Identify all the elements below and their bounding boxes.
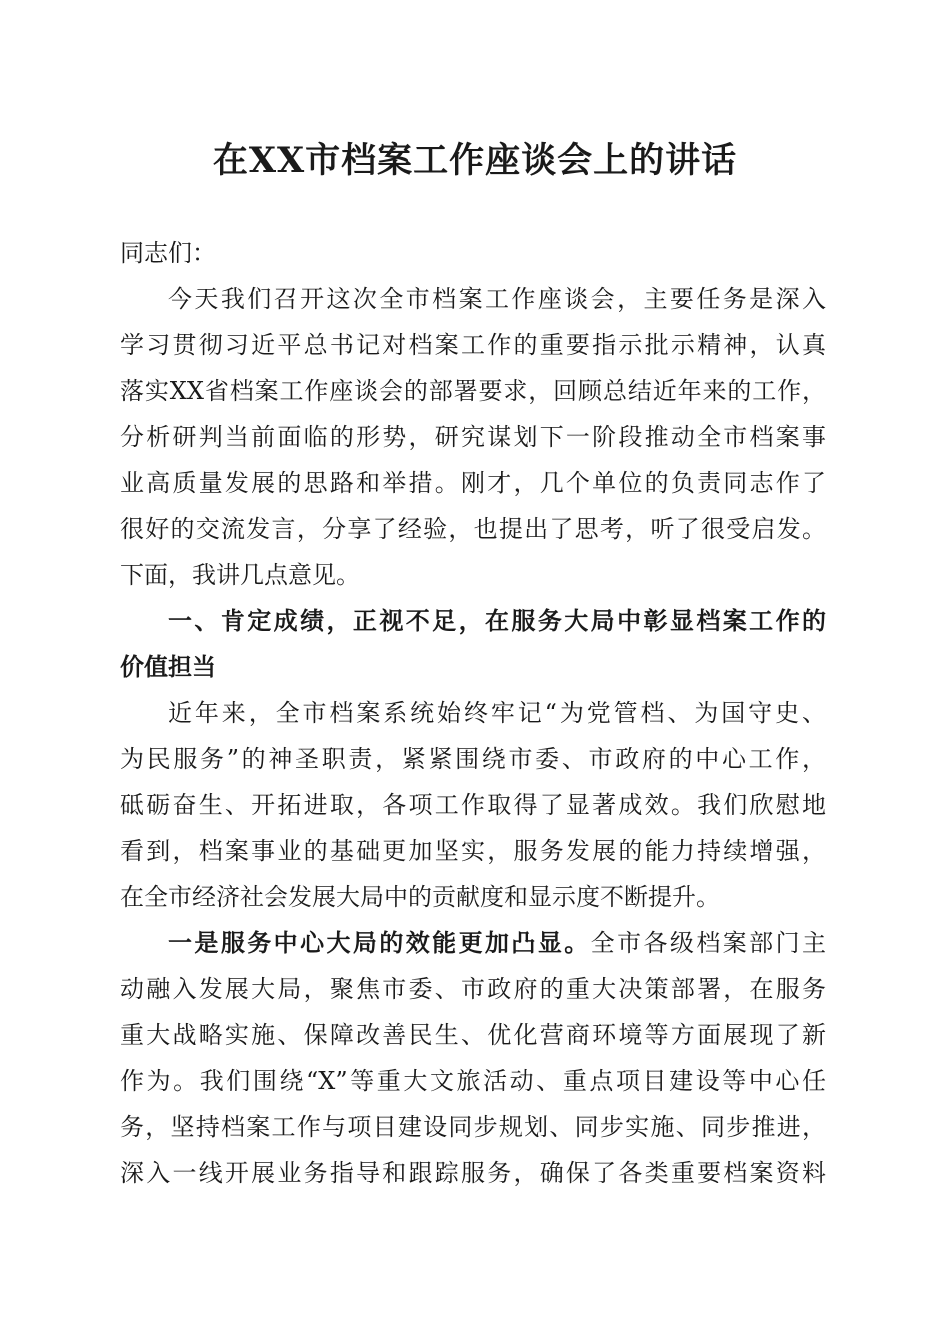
paragraph-line: 落实XX省档案工作座谈会的部署要求，回顾总结近年来的工作，	[120, 377, 826, 405]
section-heading: 一、肯定成绩，正视不足，在服务大局中彰显档案工作的	[168, 607, 826, 635]
paragraph-line: 为民服务”的神圣职责，紧紧围绕市委、市政府的中心工作，	[120, 745, 826, 773]
paragraph-line: 看到，档案事业的基础更加坚实，服务发展的能力持续增强，	[120, 837, 826, 865]
paragraph-line: 近年来，全市档案系统始终牢记“为党管档、为国守史、	[168, 699, 826, 727]
salutation: 同志们：	[120, 239, 216, 267]
paragraph-line: 动融入发展大局，聚焦市委、市政府的重大决策部署，在服务	[120, 975, 826, 1003]
paragraph-line: 业高质量发展的思路和举措。刚才，几个单位的负责同志作了	[120, 469, 826, 497]
paragraph-line: 重大战略实施、保障改善民生、优化营商环境等方面展现了新	[120, 1021, 826, 1049]
paragraph-line: 砥砺奋生、开拓进取，各项工作取得了显著成效。我们欣慰地	[120, 791, 826, 819]
paragraph-lead-bold: 一是服务中心大局的效能更加凸显。	[168, 928, 591, 957]
paragraph-line: 下面，我讲几点意见。	[120, 561, 360, 589]
paragraph-line: 今天我们召开这次全市档案工作座谈会，主要任务是深入	[168, 285, 826, 313]
section-heading: 价值担当	[120, 653, 216, 681]
paragraph-line: 务，坚持档案工作与项目建设同步规划、同步实施、同步推进，	[120, 1113, 826, 1141]
paragraph-line: 很好的交流发言，分享了经验，也提出了思考，听了很受启发。	[120, 515, 826, 543]
paragraph-line: 深入一线开展业务指导和跟踪服务，确保了各类重要档案资料	[120, 1159, 826, 1187]
paragraph-line-text: 全市各级档案部门主	[590, 929, 827, 957]
paragraph-line: 作为。我们围绕“X”等重大文旅活动、重点项目建设等中心任	[120, 1067, 826, 1095]
paragraph-line	[168, 920, 826, 966]
paragraph-line: 在全市经济社会发展大局中的贡献度和显示度不断提升。	[120, 883, 720, 911]
paragraph-line: 分析研判当前面临的形势，研究谋划下一阶段推动全市档案事	[120, 423, 826, 451]
document-title: 在XX市档案工作座谈会上的讲话	[212, 140, 738, 181]
paragraph-line: 学习贯彻习近平总书记对档案工作的重要指示批示精神，认真	[120, 331, 826, 359]
